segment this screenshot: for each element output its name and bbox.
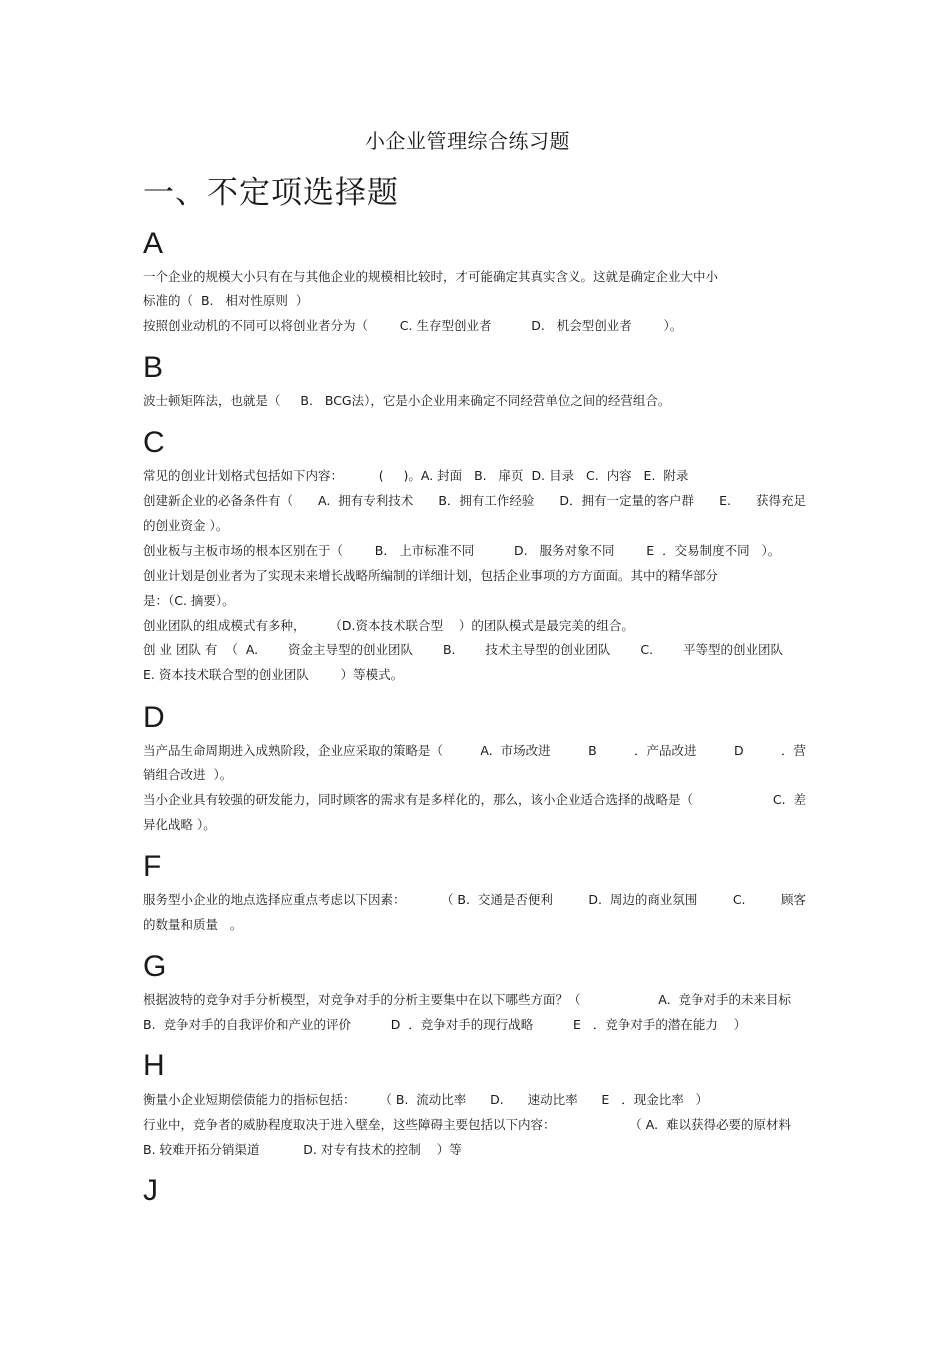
question-line: 的创业资金 ）。 [143, 518, 229, 533]
question-line [143, 641, 783, 659]
question-line: 是：（C. 摘要）。 [143, 593, 235, 608]
line-segment: 技术主导型的创业团队 [485, 642, 611, 657]
line-segment: 资金主导型的创业团队 [288, 642, 414, 657]
question-line: 创业计划是创业者为了实现未来增长战略所编制的详细计划，包括企业事项的方方面面。其中的精华部分 [143, 568, 719, 583]
line-segment: ．营 [780, 743, 806, 758]
line-segment: C. [732, 892, 746, 907]
question-line: B. 竞争对手的自我评价和产业的评价 D ．竞争对手的现行战略 E ．竞争对手的潜在能力 ） [143, 1017, 747, 1032]
question-line: 衡量小企业短期偿债能力的指标包括： （ B. 流动比率 D. 速动比率 E ．现金比率 ） [143, 1092, 709, 1107]
question-line [143, 1116, 791, 1134]
line-segment: （ A. 难以获得必要的原材料 [629, 1117, 791, 1132]
line-segment: C. [640, 642, 654, 657]
line-segment: D [733, 743, 744, 758]
line-segment: D．拥有一定量的客户群 [559, 493, 695, 508]
question-line: 常见的创业计划格式包括如下内容： ( )。A. 封面 B. 扉页 D. 目录 C. 内容 E. 附录 [143, 468, 689, 483]
question-line: 创业团队的组成模式有多种， （D.资本技术联合型 ）的团队模式是最完美的组合。 [143, 618, 634, 633]
question-line: E. 资本技术联合型的创业团队 ）等模式。 [143, 667, 404, 682]
line-segment: E. [719, 493, 731, 508]
question-line: 异化战略 ）。 [143, 817, 216, 832]
line-segment: 当小企业具有较强的研发能力，同时顾客的需求有是多样化的，那么，该小企业适合选择的战略是（ [143, 792, 694, 807]
line-segment: 顾客 [780, 892, 806, 907]
line-segment: （ B. 交通是否便利 [440, 892, 553, 907]
question-line [143, 791, 806, 809]
question-line: 创业板与主板市场的根本区别在于（ B. 上市标准不同 D. 服务对象不同 E ．交易制度不同 ）。 [143, 543, 781, 558]
line-segment: ．产品改进 [634, 743, 697, 758]
group-letter-f: F [143, 850, 162, 883]
question-line [143, 891, 806, 909]
question-line: 的数量和质量 。 [143, 917, 243, 932]
line-segment: C. 差 [772, 792, 806, 807]
line-segment: B．拥有工作经验 [438, 493, 535, 508]
group-letter-h: H [143, 1049, 165, 1082]
question-line: 销组合改进 ）。 [143, 767, 233, 782]
line-segment: 创 业 团队 有 （ A. [143, 642, 259, 657]
question-line: B. 较难开拓分销渠道 D. 对专有技术的控制 ）等 [143, 1142, 462, 1157]
line-segment: 平等型的创业团队 [682, 642, 783, 657]
question-line [143, 492, 806, 510]
line-segment: 当产品生命周期进入成熟阶段，企业应采取的策略是（ [143, 743, 444, 758]
line-segment: B. [442, 642, 456, 657]
line-segment: A. 市场改进 [480, 743, 551, 758]
line-segment: A. 拥有专利技术 [318, 493, 414, 508]
line-segment: 获得充足 [755, 493, 806, 508]
group-letter-j: J [143, 1174, 158, 1207]
question-line [143, 742, 806, 760]
group-letter-g: G [143, 950, 167, 983]
question-line: 波士顿矩阵法，也就是（ B. BCG法），它是小企业用来确定不同经营单位之间的经营组合。 [143, 393, 671, 408]
group-letter-d: D [143, 701, 165, 734]
line-segment: 服务型小企业的地点选择应重点考虑以下因素： [143, 892, 406, 907]
group-letter-a: A [143, 227, 164, 260]
document-title: 小企业管理综合练习题 [365, 129, 570, 153]
line-segment: B [588, 743, 597, 758]
line-segment: 创建新企业的必备条件有（ [143, 493, 294, 508]
line-segment: 根据波特的竞争对手分析模型，对竞争对手的分析主要集中在以下哪些方面？（ [143, 992, 581, 1007]
question-line: 一个企业的规模大小只有在与其他企业的规模相比较时，才可能确定其真实含义。这就是确定企业大中小 [143, 269, 719, 284]
line-segment: D. 周边的商业氛围 [588, 892, 698, 907]
section-heading: 一、不定项选择题 [143, 175, 399, 211]
group-letter-c: C [143, 426, 165, 459]
line-segment: A. 竞争对手的未来目标 [658, 992, 791, 1007]
group-letter-b: B [143, 351, 164, 384]
question-line [143, 991, 791, 1009]
line-segment: 行业中，竞争者的威胁程度取决于进入壁垒，这些障碍主要包括以下内容： [143, 1117, 556, 1132]
question-line: 标准的（ B. 相对性原则 ） [143, 293, 309, 308]
question-line: 按照创业动机的不同可以将创业者分为（ C. 生存型创业者 D. 机会型创业者 ）。 [143, 318, 683, 333]
